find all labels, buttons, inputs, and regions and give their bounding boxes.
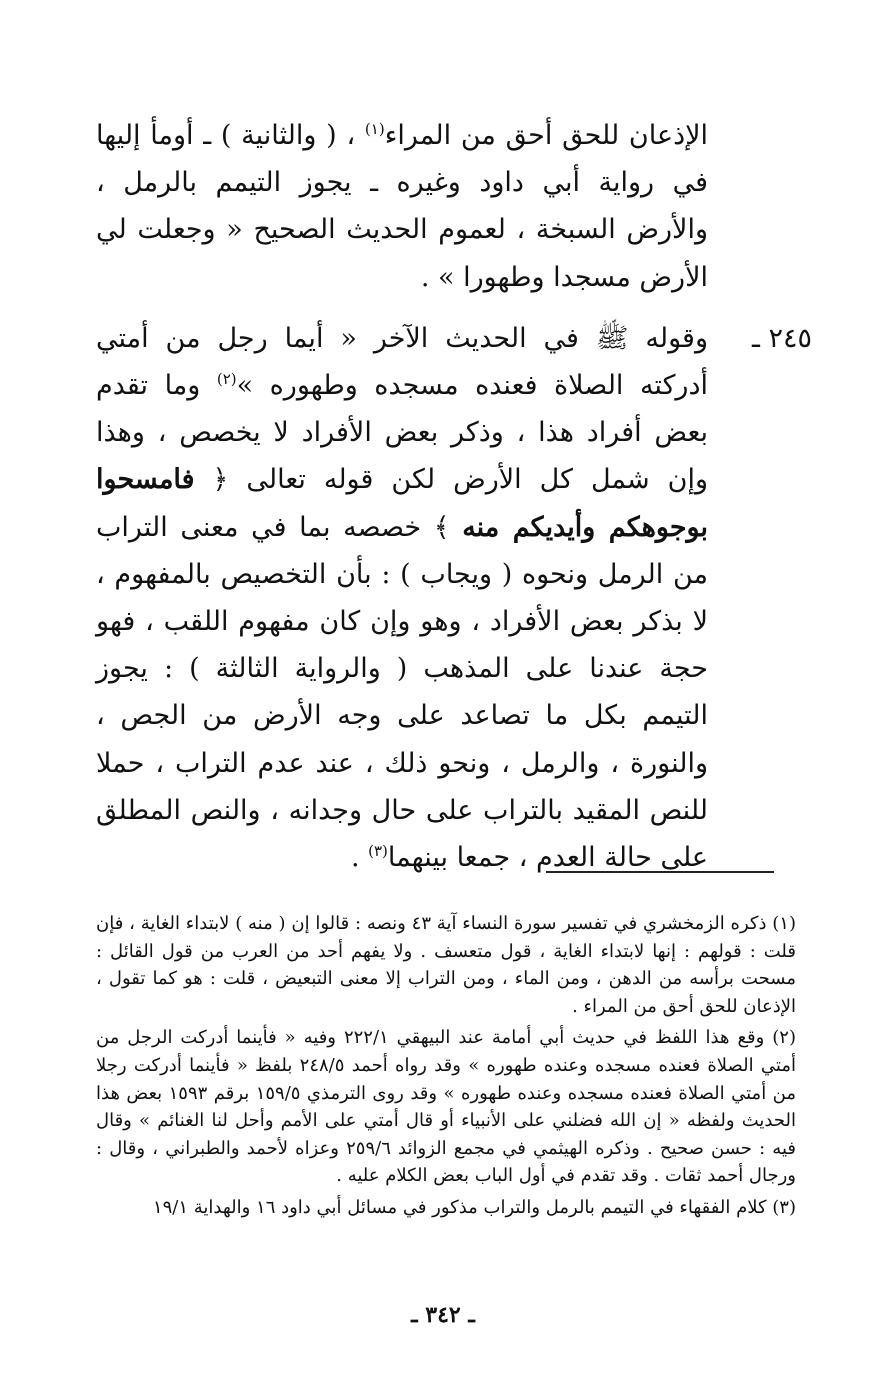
footnote-ref-1: (١) — [364, 120, 385, 138]
footnote-divider — [546, 871, 774, 873]
item-number: ٢٤٥ ـ — [751, 322, 812, 354]
intro-paragraph — [96, 112, 708, 301]
footnote-2: (٢) وقع هذا اللفظ في حديث أبي أمامة عند البيهقي ٢٢٢/١ وفيه « فأينما أدركت الرجل من أمتي الصلاة فعنده مسجده وعنده طهوره » وقد رواه أحمد ٢٤٨/٥ بلفظ « فأينما أدركت رجلا من أمتي الصلاة فعنده مسجده وعنده طهوره » وقد روى الترمذي ١٥٩/٥ برقم ١٥٩٣ بعض هذا الحديث ولفظه « إن الله فضلني على الأنبياء أو قال أمتي على الأمم وأحل لنا الغنائم » وقال فيه : حسن صحيح . وذكره الهيثمي في مجمع الزوائد ٢٥٩/٦ وعزاه لأحمد والطبراني ، وقال : ورجال أحمد ثقات . وقد تقدم في أول الباب بعض الكلام عليه . — [96, 1027, 797, 1187]
intro-text: الإذعان للحق أحق من المراء — [384, 120, 709, 151]
intro-text-cont: ، ( والثانية ) ـ أومأ إليها في رواية أبي داود وغيره ـ يجوز التيمم بالرمل ، والأرض السبخة ، لعموم الحديث الصحيح « وجعلت لي الأرض مسجدا وطهورا » . — [96, 120, 708, 293]
item-text-1: وقوله ﷺ في الحديث الآخر « أيما رجل من أمتي أدركته الصلاة فعنده مسجده وطهوره » — [96, 322, 708, 402]
main-text — [96, 112, 812, 881]
page-number: ـ ٣٤٢ ـ — [411, 1302, 475, 1328]
quran-verse: فامسحوا بوجوهكم وأيديكم منه — [96, 464, 709, 543]
item-end: . — [350, 842, 369, 874]
item-text-3: ﴾ خصصه بما في معنى التراب من الرمل ونحوه ( ويجاب ) : بأن التخصيص بالمفهوم ، لا بذكر بعض الأفراد ، وهو وإن كان مفهوم اللقب ، فهو حجة عندنا على المذهب ( والرواية الثالثة ) : يجوز التيمم بكل ما تصاعد على وجه الأرض من الجص ، والنورة ، والرمل ، ونحو ذلك ، عند عدم التراب ، حملا للنص المقيد بالتراب على حال وجدانه ، والنص المطلق على حالة العدم ، جمعا بينهما — [96, 511, 708, 874]
item-text-2: وما تقدم بعض أفراد هذا ، وذكر بعض الأفراد لا يخصص ، وهذا وإن شمل كل الأرض لكن قوله تعالى ﴿ — [96, 370, 708, 496]
footnote-ref-2: (٢) — [216, 370, 237, 389]
footnote-1: (١) ذكره الزمخشري في تفسير سورة النساء آية ٤٣ ونصه : قالوا إن ( منه ) لابتداء الغاية ، فإن قلت : قولهم : إنها لابتداء الغاية ، قول متعسف . ولا يفهم أحد من العرب من قول القائل : مسحت برأسه من الدهن ، ومن الماء ، ومن التراب إلا معنى التبعيض ، قلت : هو كما تقول ، الإذعان للحق أحق من المراء . — [96, 913, 796, 1017]
footnotes — [96, 910, 796, 1226]
footnote-3: (٣) كلام الفقهاء في التيمم بالرمل والتراب مذكور في مسائل أبي داود ١٦ والهداية ١٩/١ — [152, 1196, 796, 1218]
footnote-ref-3: (٣) — [368, 842, 388, 861]
item-245 — [96, 315, 812, 881]
